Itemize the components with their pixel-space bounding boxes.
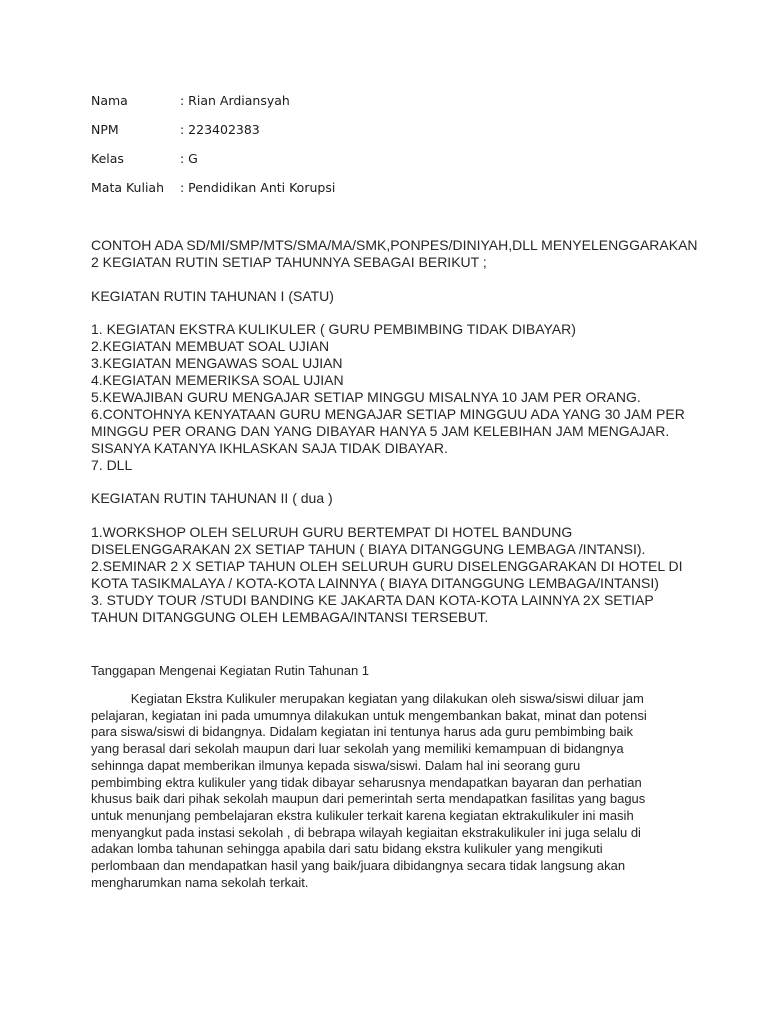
list-item: TAHUN DITANGGUNG OLEH LEMBAGA/INTANSI TERSEBUT. [91, 609, 489, 625]
identity-row-class [91, 151, 335, 180]
section2-heading: KEGIATAN RUTIN TAHUNAN II ( dua ) [91, 490, 333, 506]
identity-label: Nama [91, 93, 128, 108]
list-item: 6.CONTOHNYA KENYATAAN GURU MENGAJAR SETIAP MINGGUU ADA YANG 30 JAM PER [91, 406, 685, 422]
paragraph-line: perlombaan dan mendapatkan hasil yang baik/juara dibidangnya secara tidak langsung akan [91, 858, 626, 874]
paragraph-line: pelajaran, kegiatan ini pada umumnya dilakukan untuk mengembankan bakat, minat dan potensi [91, 707, 647, 723]
section1-list [91, 321, 691, 474]
identity-value: : Pendidikan Anti Korupsi [180, 180, 336, 195]
paragraph-line: mengharumkan nama sekolah terkait. [91, 874, 309, 890]
identity-row-name [91, 93, 335, 122]
list-item: 1. KEGIATAN EKSTRA KULIKULER ( GURU PEMBIMBING TIDAK DIBAYAR) [91, 321, 576, 337]
list-item: 7. DLL [91, 457, 133, 473]
paragraph-line: yang berasal dari sekolah maupun dari luar sekolah yang memiliki kemampuan di bidangnya [91, 741, 624, 757]
list-item: SISANYA KATANYA IKHLASKAN SAJA TIDAK DIBAYAR. [91, 440, 448, 456]
paragraph-line: menyangkut pada instasi sekolah , di bebrapa wilayah kegiaitan ekstrakulikuler ini juga selalu di [91, 824, 641, 840]
identity-label: Mata Kuliah [91, 180, 165, 195]
list-item: 2.SEMINAR 2 X SETIAP TAHUN OLEH SELURUH GURU DISELENGGARAKAN DI HOTEL DI [91, 558, 683, 574]
response-heading: Tanggapan Mengenai Kegiatan Rutin Tahunan 1 [91, 663, 370, 678]
paragraph-line: sehinnga dapat memberikan ilmunya kepada siswa/siswi. Dalam hal ini seorang guru [91, 757, 581, 773]
identity-label: Kelas [91, 151, 124, 166]
paragraph-line: para siswa/siswi di bidangnya. Didalam kegiatan ini tentunya harus ada guru pembimbing baik [91, 724, 633, 740]
identity-value: : G [180, 151, 198, 166]
identity-value: : 223402383 [180, 122, 260, 137]
paragraph-line: Kegiatan Ekstra Kulikuler merupakan kegiatan yang dilakukan oleh siswa/siswi diluar jam [91, 691, 644, 706]
intro-line: 2 KEGIATAN RUTIN SETIAP TAHUNNYA SEBAGAI BERIKUT ; [91, 254, 487, 270]
identity-row-npm [91, 122, 335, 151]
intro-paragraph [91, 237, 698, 271]
section2-list [91, 524, 691, 626]
list-item: KOTA TASIKMALAYA / KOTA-KOTA LAINNYA ( BIAYA DITANGGUNG LEMBAGA/INTANSI) [91, 575, 659, 591]
paragraph-line: khusus baik dari pihak sekolah maupun dari pemerintah serta mendapatkan fasilitas yang bagus [91, 791, 646, 807]
identity-row-course [91, 180, 335, 209]
list-item: 3. STUDY TOUR /STUDI BANDING KE JAKARTA DAN KOTA-KOTA LAINNYA 2X SETIAP [91, 592, 654, 608]
section1-heading: KEGIATAN RUTIN TAHUNAN I (SATU) [91, 288, 334, 304]
intro-line: CONTOH ADA SD/MI/SMP/MTS/SMA/MA/SMK,PONPES/DINIYAH,DLL MENYELENGGARAKAN [91, 237, 698, 253]
identity-block [91, 93, 335, 209]
list-item: 1.WORKSHOP OLEH SELURUH GURU BERTEMPAT DI HOTEL BANDUNG [91, 524, 573, 540]
response-paragraph [91, 691, 691, 891]
paragraph-line: pembimbing ektra kulikuler yang tidak dibayar seharusnya mendapatkan bayaran dan perhatian [91, 774, 642, 790]
paragraph-line: adakan lomba tahunan sehingga apabila dari satu bidang ekstra kulikuler yang mengikuti [91, 841, 603, 857]
identity-label: NPM [91, 122, 119, 137]
list-item: 3.KEGIATAN MENGAWAS SOAL UJIAN [91, 355, 343, 371]
list-item: MINGGU PER ORANG DAN YANG DIBAYAR HANYA 5 JAM KELEBIHAN JAM MENGAJAR. [91, 423, 670, 439]
paragraph-line: untuk menunjang pembelajaran ekstra kulikuler terkait karena kegiatan ektrakulikuler ini masih [91, 807, 634, 823]
list-item: 2.KEGIATAN MEMBUAT SOAL UJIAN [91, 338, 330, 354]
list-item: 4.KEGIATAN MEMERIKSA SOAL UJIAN [91, 372, 344, 388]
list-item: DISELENGGARAKAN 2X SETIAP TAHUN ( BIAYA DITANGGUNG LEMBAGA /INTANSI). [91, 541, 646, 557]
list-item: 5.KEWAJIBAN GURU MENGAJAR SETIAP MINGGU MISALNYA 10 JAM PER ORANG. [91, 389, 641, 405]
identity-value: : Rian Ardiansyah [180, 93, 290, 108]
